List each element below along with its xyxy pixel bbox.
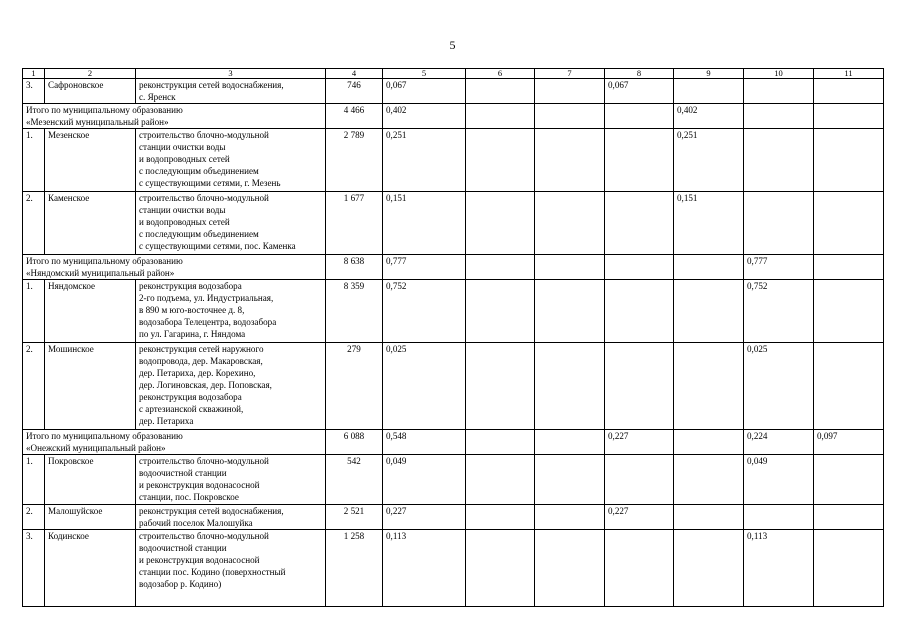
column-header: 1 xyxy=(23,69,45,79)
value-cell-c6 xyxy=(466,104,535,129)
value-cell-c8 xyxy=(605,129,674,192)
value-cell-c10 xyxy=(744,104,814,129)
value-cell-c9 xyxy=(674,280,744,343)
value-cell-c4: 746 xyxy=(326,79,383,104)
value-cell-c5: 0,402 xyxy=(383,104,466,129)
work-description: строительство блочно-модульной водоочистной станции и реконструкция водонасосной станции пос. Кодино (поверхностный водозабор р. Кодино) xyxy=(136,530,326,607)
municipality-name: Мошинское xyxy=(45,343,136,430)
table-row xyxy=(23,343,884,430)
value-cell-c10: 0,224 xyxy=(744,430,814,455)
value-cell-c9 xyxy=(674,530,744,607)
value-cell-c6 xyxy=(466,192,535,255)
value-cell-c11 xyxy=(814,505,884,530)
value-cell-c11 xyxy=(814,192,884,255)
value-cell-c4: 2 521 xyxy=(326,505,383,530)
row-number: 1. xyxy=(23,129,45,192)
value-cell-c7 xyxy=(535,505,605,530)
value-cell-c10: 0,025 xyxy=(744,343,814,430)
value-cell-c11 xyxy=(814,343,884,430)
subtotal-row xyxy=(23,430,884,455)
value-cell-c10: 0,777 xyxy=(744,255,814,280)
value-cell-c5: 0,752 xyxy=(383,280,466,343)
value-cell-c6 xyxy=(466,530,535,607)
column-header: 10 xyxy=(744,69,814,79)
table-row xyxy=(23,79,884,104)
value-cell-c6 xyxy=(466,79,535,104)
value-cell-c11 xyxy=(814,530,884,607)
row-number: 3. xyxy=(23,530,45,607)
work-description: строительство блочно-модульной водоочистной станции и реконструкция водонасосной станции, пос. Покровское xyxy=(136,455,326,505)
value-cell-c7 xyxy=(535,280,605,343)
value-cell-c8: 0,227 xyxy=(605,505,674,530)
value-cell-c5: 0,067 xyxy=(383,79,466,104)
column-header: 6 xyxy=(466,69,535,79)
value-cell-c8 xyxy=(605,455,674,505)
table-row xyxy=(23,455,884,505)
value-cell-c6 xyxy=(466,129,535,192)
value-cell-c8: 0,227 xyxy=(605,430,674,455)
column-header: 9 xyxy=(674,69,744,79)
value-cell-c4: 1 258 xyxy=(326,530,383,607)
value-cell-c10 xyxy=(744,192,814,255)
subtotal-label: Итого по муниципальному образованию «Онежский муниципальный район» xyxy=(23,430,326,455)
work-description: реконструкция сетей водоснабжения, рабочий поселок Малошуйка xyxy=(136,505,326,530)
column-header: 5 xyxy=(383,69,466,79)
column-header: 11 xyxy=(814,69,884,79)
value-cell-c8 xyxy=(605,343,674,430)
value-cell-c11 xyxy=(814,79,884,104)
row-number: 1. xyxy=(23,280,45,343)
subtotal-label: Итого по муниципальному образованию «Няндомский муниципальный район» xyxy=(23,255,326,280)
row-number: 2. xyxy=(23,343,45,430)
value-cell-c9 xyxy=(674,505,744,530)
municipality-name: Малошуйское xyxy=(45,505,136,530)
value-cell-c10 xyxy=(744,505,814,530)
value-cell-c6 xyxy=(466,430,535,455)
value-cell-c10: 0,113 xyxy=(744,530,814,607)
value-cell-c5: 0,777 xyxy=(383,255,466,280)
value-cell-c8 xyxy=(605,530,674,607)
municipality-name: Сафроновское xyxy=(45,79,136,104)
subtotal-row xyxy=(23,104,884,129)
column-header: 8 xyxy=(605,69,674,79)
municipality-name: Каменское xyxy=(45,192,136,255)
row-number: 2. xyxy=(23,192,45,255)
value-cell-c7 xyxy=(535,192,605,255)
row-number: 1. xyxy=(23,455,45,505)
value-cell-c5: 0,113 xyxy=(383,530,466,607)
value-cell-c5: 0,025 xyxy=(383,343,466,430)
value-cell-c5: 0,049 xyxy=(383,455,466,505)
value-cell-c6 xyxy=(466,455,535,505)
value-cell-c4: 1 677 xyxy=(326,192,383,255)
value-cell-c4: 8 638 xyxy=(326,255,383,280)
value-cell-c9 xyxy=(674,79,744,104)
value-cell-c10: 0,752 xyxy=(744,280,814,343)
table-row xyxy=(23,530,884,607)
table-row xyxy=(23,505,884,530)
value-cell-c8 xyxy=(605,255,674,280)
value-cell-c5: 0,151 xyxy=(383,192,466,255)
value-cell-c9: 0,151 xyxy=(674,192,744,255)
value-cell-c6 xyxy=(466,343,535,430)
value-cell-c11 xyxy=(814,255,884,280)
value-cell-c8 xyxy=(605,104,674,129)
value-cell-c10 xyxy=(744,129,814,192)
value-cell-c8: 0,067 xyxy=(605,79,674,104)
value-cell-c7 xyxy=(535,104,605,129)
value-cell-c11: 0,097 xyxy=(814,430,884,455)
value-cell-c11 xyxy=(814,129,884,192)
value-cell-c7 xyxy=(535,530,605,607)
subtotal-row xyxy=(23,255,884,280)
work-description: реконструкция сетей наружного водопровода, дер. Макаровская, дер. Петариха, дер. Корехино, дер. Логиновская, дер. Поповская, реконструкция водозабора с артезианской скважиной, дер. Петариха xyxy=(136,343,326,430)
work-description: строительство блочно-модульной станции очистки воды и водопроводных сетей с последующим объединением с существующими сетями, пос. Каменка xyxy=(136,192,326,255)
page-number: 5 xyxy=(449,38,456,52)
value-cell-c9 xyxy=(674,430,744,455)
row-number: 2. xyxy=(23,505,45,530)
value-cell-c9: 0,251 xyxy=(674,129,744,192)
municipality-name: Покровское xyxy=(45,455,136,505)
value-cell-c7 xyxy=(535,455,605,505)
value-cell-c4: 4 466 xyxy=(326,104,383,129)
value-cell-c8 xyxy=(605,280,674,343)
value-cell-c10 xyxy=(744,79,814,104)
subtotal-label: Итого по муниципальному образованию «Мезенский муниципальный район» xyxy=(23,104,326,129)
municipality-name: Мезенское xyxy=(45,129,136,192)
value-cell-c5: 0,227 xyxy=(383,505,466,530)
value-cell-c4: 6 088 xyxy=(326,430,383,455)
column-header: 2 xyxy=(45,69,136,79)
value-cell-c4: 542 xyxy=(326,455,383,505)
value-cell-c4: 2 789 xyxy=(326,129,383,192)
value-cell-c11 xyxy=(814,104,884,129)
column-header-row xyxy=(23,69,884,79)
value-cell-c6 xyxy=(466,280,535,343)
data-table xyxy=(22,68,884,607)
work-description: строительство блочно-модульной станции очистки воды и водопроводных сетей с последующим объединением с существующими сетями, г. Мезень xyxy=(136,129,326,192)
table-row xyxy=(23,280,884,343)
row-number: 3. xyxy=(23,79,45,104)
value-cell-c10: 0,049 xyxy=(744,455,814,505)
work-description: реконструкция водозабора 2-го подъема, ул. Индустриальная, в 890 м юго-восточнее д. 8, водозабора Телецентра, водозабора по ул. Гагарина, г. Няндома xyxy=(136,280,326,343)
column-header: 4 xyxy=(326,69,383,79)
value-cell-c7 xyxy=(535,129,605,192)
column-header: 7 xyxy=(535,69,605,79)
value-cell-c6 xyxy=(466,255,535,280)
work-description: реконструкция сетей водоснабжения, с. Яренск xyxy=(136,79,326,104)
value-cell-c7 xyxy=(535,343,605,430)
value-cell-c8 xyxy=(605,192,674,255)
value-cell-c7 xyxy=(535,430,605,455)
value-cell-c7 xyxy=(535,255,605,280)
value-cell-c9: 0,402 xyxy=(674,104,744,129)
value-cell-c7 xyxy=(535,79,605,104)
value-cell-c11 xyxy=(814,455,884,505)
value-cell-c9 xyxy=(674,255,744,280)
value-cell-c4: 279 xyxy=(326,343,383,430)
value-cell-c4: 8 359 xyxy=(326,280,383,343)
value-cell-c9 xyxy=(674,455,744,505)
value-cell-c11 xyxy=(814,280,884,343)
column-header: 3 xyxy=(136,69,326,79)
value-cell-c6 xyxy=(466,505,535,530)
value-cell-c5: 0,548 xyxy=(383,430,466,455)
value-cell-c5: 0,251 xyxy=(383,129,466,192)
municipality-name: Кодинское xyxy=(45,530,136,607)
municipality-name: Няндомское xyxy=(45,280,136,343)
table-row xyxy=(23,129,884,192)
table-row xyxy=(23,192,884,255)
value-cell-c9 xyxy=(674,343,744,430)
